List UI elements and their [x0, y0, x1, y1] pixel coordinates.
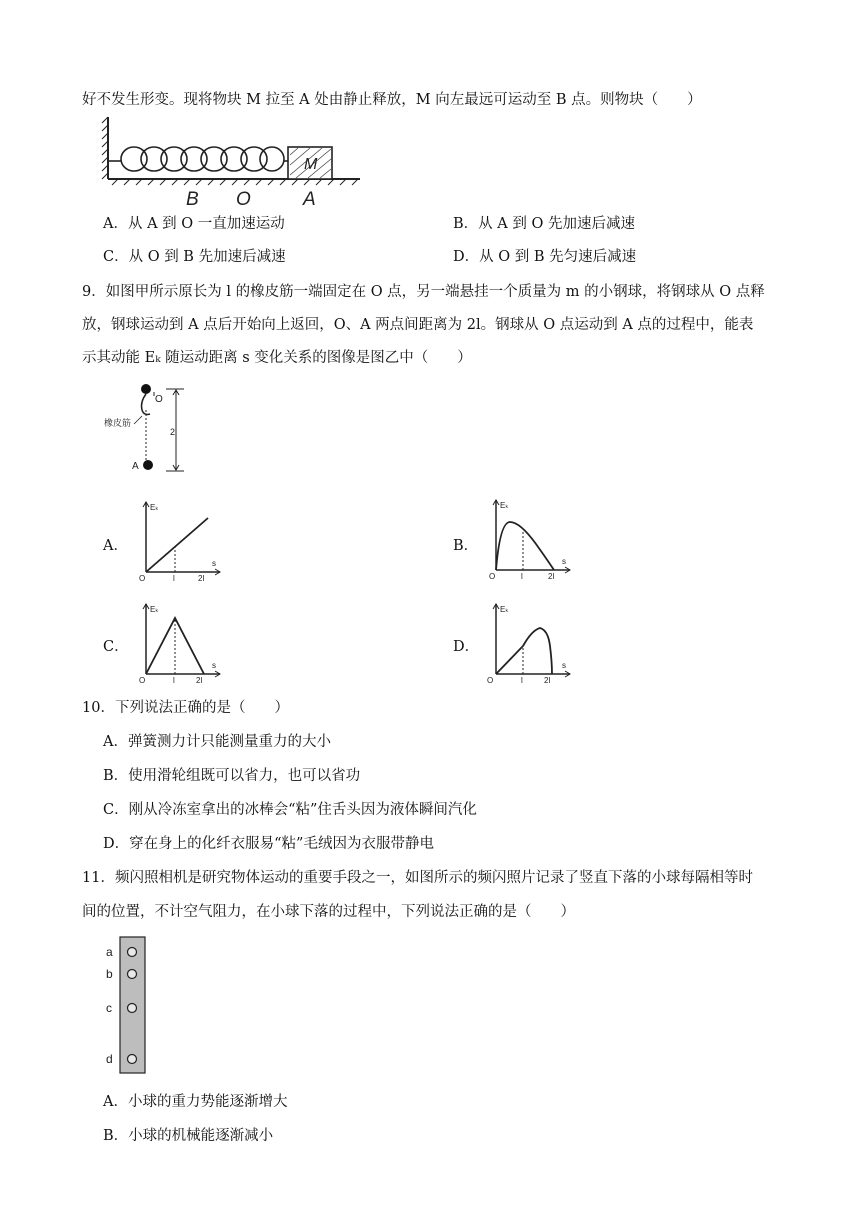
graph-b-origin: O	[489, 572, 496, 581]
label-o: O	[155, 394, 163, 405]
q11-option-a: A．小球的重力势能逐渐增大	[103, 1094, 288, 1110]
graph-d-origin: O	[487, 676, 494, 685]
q9-stem-line3: 示其动能 Eₖ 随运动距离 s 变化关系的图像是图乙中（ ）	[82, 350, 472, 366]
q9-option-c: C．	[103, 639, 129, 655]
q11-strobe-photo	[100, 936, 160, 1076]
graph-d-x-label: s	[562, 661, 566, 670]
q8-option-a: A．从 A 到 O 一直加速运动	[103, 216, 285, 232]
strobe-label-d: d	[106, 1052, 113, 1066]
q9-stem-line2: 放，钢球运动到 A 点后开始向上返回，O、A 两点间距离为 2l。钢球从 O 点运动到 A 点的过程中，能表	[82, 317, 754, 333]
graph-a-tick-l: l	[173, 574, 175, 583]
strobe-label-b: b	[106, 967, 113, 981]
q9-graph-d	[484, 600, 574, 686]
graph-a-tick-2l: 2l	[198, 574, 205, 583]
graph-a-x-label: s	[212, 559, 216, 568]
point-a-label: A	[303, 189, 316, 210]
graph-d-tick-2l: 2l	[544, 676, 551, 685]
graph-a-y-label: Eₖ	[150, 503, 159, 512]
graph-b-tick-2l: 2l	[548, 572, 555, 581]
graph-b-x-label: s	[562, 557, 566, 566]
q8-stem-tail: 好不发生形变。现将物块 M 拉至 A 处由静止释放，M 向左最远可运动至 B 点。则物块（ ）	[82, 92, 702, 108]
q11-stem-line1: 11．频闪照相机是研究物体运动的重要手段之一，如图所示的频闪照片记录了竖直下落的小球每隔相等时	[82, 870, 753, 886]
graph-c-origin: O	[139, 676, 146, 685]
q9-option-a: A．	[103, 538, 128, 554]
label-a: A	[132, 461, 139, 472]
graph-b-tick-l: l	[521, 572, 523, 581]
ball-position-b	[128, 970, 137, 979]
q9-graph-c	[134, 600, 224, 686]
q9-graph-a	[134, 498, 224, 584]
graph-b-y-label: Eₖ	[500, 501, 509, 510]
graph-c-y-label: Eₖ	[150, 605, 159, 614]
q10-option-d: D．穿在身上的化纤衣服易“粘”毛绒因为衣服带静电	[103, 836, 434, 852]
q9-option-d: D．	[453, 639, 480, 655]
graph-c-tick-l: l	[173, 676, 175, 685]
q8-option-d: D．从 O 到 B 先匀速后减速	[453, 249, 637, 265]
q10-option-b: B．使用滑轮组既可以省力，也可以省功	[103, 768, 361, 784]
q9-graph-b	[484, 496, 574, 582]
q8-option-c: C．从 O 到 B 先加速后减速	[103, 249, 286, 265]
q9-stem-line1: 9．如图甲所示原长为 l 的橡皮筋一端固定在 O 点，另一端悬挂一个质量为 m 的小钢球，将钢球从 O 点释	[82, 284, 765, 300]
strobe-label-a: a	[106, 945, 113, 959]
label-rubber-band: 橡皮筋	[104, 418, 132, 428]
q8-spring-figure	[100, 115, 365, 210]
q10-option-a: A．弹簧测力计只能测量重力的大小	[103, 734, 331, 750]
q9-option-b: B．	[453, 538, 479, 554]
graph-d-tick-l: l	[521, 676, 523, 685]
q11-stem-line2: 间的位置，不计空气阻力，在小球下落的过程中，下列说法正确的是（ ）	[82, 904, 575, 920]
q11-option-b: B．小球的机械能逐渐减小	[103, 1128, 274, 1144]
q10-option-c: C．刚从冷冻室拿出的冰棒会“粘”住舌头因为液体瞬间汽化	[103, 802, 477, 818]
block-m-label: M	[304, 156, 318, 173]
q8-option-b: B．从 A 到 O 先加速后减速	[453, 216, 635, 232]
graph-c-x-label: s	[212, 661, 216, 670]
graph-c-tick-2l: 2l	[196, 676, 203, 685]
point-b-label: B	[186, 189, 199, 210]
spring-coil	[108, 147, 288, 171]
ball-position-a	[128, 948, 137, 957]
strobe-label-c: c	[106, 1001, 112, 1015]
label-2l: 2l	[170, 427, 178, 437]
graph-d-y-label: Eₖ	[500, 605, 509, 614]
ball-position-d	[128, 1055, 137, 1064]
point-o-label: O	[236, 189, 251, 210]
q9-rubber-band-figure	[100, 380, 210, 480]
ball-position-c	[128, 1004, 137, 1013]
graph-a-origin: O	[139, 574, 146, 583]
q10-stem: 10．下列说法正确的是（ ）	[82, 700, 289, 716]
